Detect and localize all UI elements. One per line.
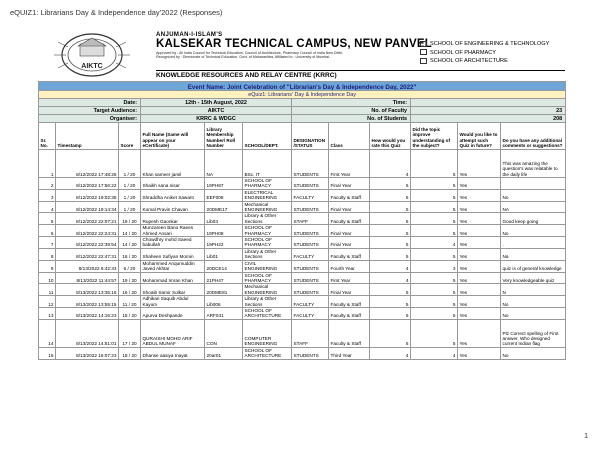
cell-improve: 5 bbox=[411, 307, 458, 319]
page-number: 1 bbox=[584, 433, 588, 440]
cell-ts: 8/12/2022 19:02:35 bbox=[56, 189, 119, 201]
cell-comment: Good keep going bbox=[501, 213, 566, 225]
cell-improve: 5 bbox=[411, 319, 458, 347]
cell-school: SCHOOL OF ARCHITECTURE bbox=[243, 307, 292, 319]
date-label: Date: bbox=[39, 99, 141, 107]
col-header-membership: Library Membership Number/ Roll Number bbox=[205, 123, 243, 150]
cell-score: 14 / 20 bbox=[119, 225, 141, 237]
cell-comment: No bbox=[501, 307, 566, 319]
time-label: Time: bbox=[292, 99, 411, 107]
col-header-score: Score bbox=[119, 123, 141, 150]
cell-cls: Faculty & Staff bbox=[329, 296, 370, 308]
cell-ts: 8/13/2022 14:16:23 bbox=[56, 307, 119, 319]
cell-sr: 14 bbox=[39, 319, 56, 347]
cell-future: Yes bbox=[458, 237, 501, 249]
cell-future: Yes bbox=[458, 347, 501, 359]
cell-cls: Faculty & Staff bbox=[329, 307, 370, 319]
cell-school: Library & Other Sections bbox=[243, 213, 292, 225]
cell-school: SCHOOL OF PHARMACY bbox=[243, 272, 292, 284]
cell-name: Shaheen Sufiyan Momin bbox=[141, 248, 205, 260]
cell-desig: STUDENTS bbox=[292, 284, 329, 296]
document-title: eQUIZ1: Librarians Day & Independence day'2022 (Responses) bbox=[10, 8, 223, 17]
schools-list bbox=[420, 40, 570, 66]
cell-score: 18 / 20 bbox=[119, 347, 141, 359]
cell-desig: STUDENTS bbox=[292, 347, 329, 359]
cell-desig: STUDENTS bbox=[292, 260, 329, 272]
cell-school: ELECTRICAL ENGINEERING bbox=[243, 189, 292, 201]
cell-comment: NA bbox=[501, 201, 566, 213]
cell-score: 15 / 20 bbox=[119, 307, 141, 319]
cell-member: CON bbox=[205, 319, 243, 347]
faculty-label: No. of Faculty bbox=[292, 107, 411, 115]
school-item: SCHOOL OF PHARMACY bbox=[420, 49, 570, 58]
cell-improve: 5 bbox=[411, 272, 458, 284]
students-value: 208 bbox=[411, 115, 566, 123]
cell-rate: 5 bbox=[370, 201, 411, 213]
cell-improve: 5 bbox=[411, 296, 458, 308]
cell-name: Apurva Deshpande bbox=[141, 307, 205, 319]
cell-rate: 5 bbox=[370, 319, 411, 347]
event-subtitle-row bbox=[39, 91, 566, 99]
table-row bbox=[39, 189, 566, 201]
table-row bbox=[39, 201, 566, 213]
approval-line-2: Recognized by : Directorate of Technical Education, Govt. of Maharashtra, Affiliated to : University of Mumbai. bbox=[156, 55, 331, 60]
cell-ts: 8/12/2022 17:48:26 bbox=[56, 150, 119, 178]
cell-future: Yes bbox=[458, 189, 501, 201]
cell-desig: STUDENTS bbox=[292, 225, 329, 237]
cell-desig: STUDENTS bbox=[292, 150, 329, 178]
col-header-designation: DESIGNATION /STATUS bbox=[292, 123, 329, 150]
cell-cls: Faculty & Staff bbox=[329, 189, 370, 201]
banner-text bbox=[156, 32, 456, 60]
cell-name: Mohammad Imran Khan bbox=[141, 272, 205, 284]
cell-school: COMPUTER ENGINEERING bbox=[243, 319, 292, 347]
cell-cls: Third Year bbox=[329, 347, 370, 359]
audience-value: AIKTC bbox=[141, 107, 292, 115]
cell-score: 16 / 20 bbox=[119, 284, 141, 296]
cell-school: SCHOOL OF PHARMACY bbox=[243, 237, 292, 249]
cell-ts: 8/13/2022 16:07:23 bbox=[56, 347, 119, 359]
cell-desig: STUDENTS bbox=[292, 272, 329, 284]
cell-improve: 5 bbox=[411, 213, 458, 225]
cell-sr: 2 bbox=[39, 178, 56, 190]
cell-school: Mechanical ENGINEERING bbox=[243, 284, 292, 296]
organiser-value: KRRC & WDGC bbox=[141, 115, 292, 123]
cell-rate: 5 bbox=[370, 213, 411, 225]
cell-name: Mohammed Anqumuddin Javed Akhtar bbox=[141, 260, 205, 272]
col-header-sr: Sr. No. bbox=[39, 123, 56, 150]
cell-ts: 8/12/2022 19:14:34 bbox=[56, 201, 119, 213]
cell-comment: No bbox=[501, 189, 566, 201]
cell-sr: 7 bbox=[39, 237, 56, 249]
cell-ts: 8/13/2022 11:44:57 bbox=[56, 272, 119, 284]
table-row bbox=[39, 284, 566, 296]
school-item: SCHOOL OF ARCHITECTURE bbox=[420, 57, 570, 66]
cell-school: Library & Other Sections bbox=[243, 296, 292, 308]
cell-comment: Very knowledgeable quiz bbox=[501, 272, 566, 284]
cell-name: Rupesh Gaonkar bbox=[141, 213, 205, 225]
cell-name: Adhikari Saquib Abdul Kayum bbox=[141, 296, 205, 308]
cell-sr: 12 bbox=[39, 296, 56, 308]
cell-cls: Final Year bbox=[329, 201, 370, 213]
organiser-row bbox=[39, 115, 566, 123]
cell-comment: Na bbox=[501, 248, 566, 260]
cell-member: Lib006 bbox=[205, 296, 243, 308]
cell-score: 19 / 20 bbox=[119, 272, 141, 284]
cell-sr: 15 bbox=[39, 347, 56, 359]
cell-comment: No bbox=[501, 347, 566, 359]
cell-desig: FACULTY bbox=[292, 296, 329, 308]
cell-comment: . bbox=[501, 237, 566, 249]
cell-ts: 8/13/2022 14:51:01 bbox=[56, 319, 119, 347]
cell-ts: 8/12/2022 22:47:31 bbox=[56, 248, 119, 260]
cell-score: 1 / 20 bbox=[119, 178, 141, 190]
table-row bbox=[39, 296, 566, 308]
cell-desig: STAFF bbox=[292, 319, 329, 347]
cell-rate: 5 bbox=[370, 296, 411, 308]
cell-cls: Final Year bbox=[329, 237, 370, 249]
cell-name: Shraddha Aniket Sawant bbox=[141, 189, 205, 201]
cell-cls: Faculty & Staff bbox=[329, 319, 370, 347]
cell-sr: 13 bbox=[39, 307, 56, 319]
cell-future: Yes bbox=[458, 296, 501, 308]
cell-cls: Fourth Year bbox=[329, 260, 370, 272]
square-icon bbox=[420, 41, 427, 47]
cell-future: Yes bbox=[458, 213, 501, 225]
cell-member: 19PH08 bbox=[205, 225, 243, 237]
cell-name: Dhanse aasiya Inayat bbox=[141, 347, 205, 359]
cell-rate: 5 bbox=[370, 284, 411, 296]
cell-ts: 8/13/2022 6:42:33 bbox=[56, 260, 119, 272]
response-rows bbox=[39, 150, 566, 360]
krrc-title: KNOWLEDGE RESOURCES AND RELAY CENTRE (KRRC) bbox=[156, 70, 565, 79]
audience-label: Target Audience: bbox=[39, 107, 141, 115]
cell-rate: 4 bbox=[370, 347, 411, 359]
cell-future: Yes bbox=[458, 201, 501, 213]
cell-comment: quiz is of general knowledge bbox=[501, 260, 566, 272]
svg-text:AIKTC: AIKTC bbox=[81, 63, 103, 70]
cell-future: Yes bbox=[458, 307, 501, 319]
cell-improve: 5 bbox=[411, 178, 458, 190]
cell-desig: FACULTY bbox=[292, 189, 329, 201]
organiser-label: Organiser: bbox=[39, 115, 141, 123]
table-row bbox=[39, 178, 566, 190]
cell-member: NA bbox=[205, 150, 243, 178]
trust-name: ANJUMAN-I-ISLAM'S bbox=[156, 32, 223, 38]
cell-member: Lib03 bbox=[205, 213, 243, 225]
cell-comment: No bbox=[501, 296, 566, 308]
cell-improve: 5 bbox=[411, 248, 458, 260]
cell-cls: First Year bbox=[329, 150, 370, 178]
table-row bbox=[39, 225, 566, 237]
cell-comment: This was amazing the question's was relatable to the daily life bbox=[501, 150, 566, 178]
cell-rate: 5 bbox=[370, 307, 411, 319]
cell-score: 19 / 20 bbox=[119, 213, 141, 225]
cell-desig: STUDENTS bbox=[292, 178, 329, 190]
cell-score: 14 / 20 bbox=[119, 237, 141, 249]
cell-name: Shoaib Samir Solkar bbox=[141, 284, 205, 296]
square-icon bbox=[420, 49, 427, 55]
cell-name: QURAISHI MOHD ARIF ABDUL MUNAF bbox=[141, 319, 205, 347]
cell-ts: 8/12/2022 17:56:22 bbox=[56, 178, 119, 190]
cell-comment: No bbox=[501, 225, 566, 237]
cell-desig: STAFF bbox=[292, 213, 329, 225]
cell-improve: 4 bbox=[411, 347, 458, 359]
table-row bbox=[39, 347, 566, 359]
cell-future: Yes bbox=[458, 248, 501, 260]
cell-member: EEF008 bbox=[205, 189, 243, 201]
institution-banner bbox=[38, 32, 565, 80]
cell-sr: 5 bbox=[39, 213, 56, 225]
cell-cls: Final Year bbox=[329, 225, 370, 237]
cell-sr: 6 bbox=[39, 225, 56, 237]
cell-score: 11 / 20 bbox=[119, 296, 141, 308]
cell-sr: 9 bbox=[39, 260, 56, 272]
cell-comment: N bbox=[501, 284, 566, 296]
cell-school: Mechanical ENGINEERING bbox=[243, 201, 292, 213]
col-header-name: Full Name (Same will appear on your eCertificate) bbox=[141, 123, 205, 150]
cell-member: 20DME17 bbox=[205, 201, 243, 213]
col-header-school: SCHOOL/DEPT. bbox=[243, 123, 292, 150]
cell-rate: 5 bbox=[370, 178, 411, 190]
cell-school: SCHOOL OF PHARMACY bbox=[243, 225, 292, 237]
col-header-rate: How would you rate this Quiz bbox=[370, 123, 411, 150]
cell-ts: 8/12/2022 22:07:21 bbox=[56, 213, 119, 225]
cell-member: 20ar01 bbox=[205, 347, 243, 359]
table-row bbox=[39, 213, 566, 225]
event-subtitle: eQuiz1: Librarians' Day & Independence Day bbox=[39, 91, 566, 99]
cell-name: Khan sameer jamil bbox=[141, 150, 205, 178]
cell-member: 20DCE14 bbox=[205, 260, 243, 272]
cell-score: 17 / 20 bbox=[119, 319, 141, 347]
students-label: No. of Students bbox=[292, 115, 411, 123]
cell-rate: 4 bbox=[370, 260, 411, 272]
cell-desig: FACULTY bbox=[292, 307, 329, 319]
col-header-timestamp: Timestamp bbox=[56, 123, 119, 150]
cell-future: Yes bbox=[458, 284, 501, 296]
cell-rate: 5 bbox=[370, 225, 411, 237]
cell-sr: 8 bbox=[39, 248, 56, 260]
school-item: SCHOOL OF ENGINEERING & TECHNOLOGY bbox=[420, 40, 570, 49]
cell-improve: 5 bbox=[411, 201, 458, 213]
cell-improve: 5 bbox=[411, 284, 458, 296]
cell-ts: 8/13/2022 13:35:16 bbox=[56, 284, 119, 296]
square-icon bbox=[420, 58, 427, 64]
col-header-future: Would you like to attempt such Quiz in future? bbox=[458, 123, 501, 150]
cell-ts: 8/12/2022 22:39:54 bbox=[56, 237, 119, 249]
event-name: Event Name: Joint Celebration of "Librarian's Day & Independence Day, 2022" bbox=[39, 82, 566, 91]
cell-cls: Faculty & Staff bbox=[329, 213, 370, 225]
cell-school: Library & Other Sections bbox=[243, 248, 292, 260]
cell-sr: 11 bbox=[39, 284, 56, 296]
cell-sr: 1 bbox=[39, 150, 56, 178]
cell-score: 6 / 20 bbox=[119, 260, 141, 272]
table-row bbox=[39, 260, 566, 272]
cell-comment: Plz Correct spelling of First answer. Who designed current Indian flag bbox=[501, 319, 566, 347]
cell-member: 19PH87 bbox=[205, 178, 243, 190]
cell-improve: 5 bbox=[411, 225, 458, 237]
cell-desig: STUDENTS bbox=[292, 237, 329, 249]
cell-school: SCHOOL OF PHARMACY bbox=[243, 178, 292, 190]
cell-future: Yes bbox=[458, 319, 501, 347]
cell-school: SCHOOL OF ARCHITECTURE bbox=[243, 347, 292, 359]
cell-score: 1 / 20 bbox=[119, 189, 141, 201]
table-row bbox=[39, 248, 566, 260]
cell-member: 21PH47 bbox=[205, 272, 243, 284]
faculty-value: 23 bbox=[411, 107, 566, 115]
cell-rate: 5 bbox=[370, 248, 411, 260]
cell-cls: First Year bbox=[329, 272, 370, 284]
col-header-improve: Did the topic improve understanding of the subject? bbox=[411, 123, 458, 150]
audience-row bbox=[39, 107, 566, 115]
cell-cls: Final Year bbox=[329, 178, 370, 190]
cell-comment bbox=[501, 178, 566, 190]
column-header-row bbox=[39, 123, 566, 150]
date-row bbox=[39, 99, 566, 107]
cell-rate: 4 bbox=[370, 272, 411, 284]
cell-name: Shaikh sana nisar bbox=[141, 178, 205, 190]
col-header-class: Class bbox=[329, 123, 370, 150]
date-value: 12th - 15th August, 2022 bbox=[141, 99, 292, 107]
cell-desig: FACULTY bbox=[292, 248, 329, 260]
cell-improve: 5 bbox=[411, 189, 458, 201]
cell-member: 19PH22 bbox=[205, 237, 243, 249]
cell-score: 1 / 20 bbox=[119, 201, 141, 213]
cell-future: Yes bbox=[458, 272, 501, 284]
cell-member: ARF041 bbox=[205, 307, 243, 319]
cell-school: CIVIL ENGINEERING bbox=[243, 260, 292, 272]
cell-improve: 4 bbox=[411, 237, 458, 249]
campus-name: KALSEKAR TECHNICAL CAMPUS, NEW PANVEL bbox=[156, 38, 432, 50]
cell-ts: 8/13/2022 13:55:15 bbox=[56, 296, 119, 308]
cell-improve: 3 bbox=[411, 260, 458, 272]
table-row bbox=[39, 319, 566, 347]
responses-table bbox=[38, 81, 566, 360]
table-row bbox=[39, 272, 566, 284]
cell-school: BSc. IT bbox=[243, 150, 292, 178]
aiktc-logo bbox=[40, 32, 144, 78]
cell-rate: 5 bbox=[370, 237, 411, 249]
cell-cls: Final Year bbox=[329, 284, 370, 296]
cell-future: Yes bbox=[458, 225, 501, 237]
cell-cls: Faculty & Staff bbox=[329, 248, 370, 260]
cell-rate: 5 bbox=[370, 189, 411, 201]
cell-name: Munzareen Bano Raees Ahmed Ansari bbox=[141, 225, 205, 237]
col-header-comments: Do you have any additional comments or suggestions? bbox=[501, 123, 566, 150]
table-row bbox=[39, 307, 566, 319]
event-name-row bbox=[39, 82, 566, 91]
cell-member: Lib01 bbox=[205, 248, 243, 260]
cell-score: 16 / 20 bbox=[119, 248, 141, 260]
cell-score: 1 / 20 bbox=[119, 150, 141, 178]
cell-improve: 5 bbox=[411, 150, 458, 178]
table-row bbox=[39, 237, 566, 249]
cell-member: 20DME81 bbox=[205, 284, 243, 296]
cell-future: Yes bbox=[458, 150, 501, 178]
cell-sr: 3 bbox=[39, 189, 56, 201]
cell-future: Yes bbox=[458, 260, 501, 272]
cell-name: Komal Pravin Chavan bbox=[141, 201, 205, 213]
table-row bbox=[39, 150, 566, 178]
time-value bbox=[411, 99, 566, 107]
cell-sr: 4 bbox=[39, 201, 56, 213]
cell-rate: 4 bbox=[370, 150, 411, 178]
cell-sr: 10 bbox=[39, 272, 56, 284]
cell-future: Yes bbox=[458, 178, 501, 190]
cell-name: Chowdhry mohd Saeed babullah bbox=[141, 237, 205, 249]
cell-desig: STUDENTS bbox=[292, 201, 329, 213]
approval-line-1: Approved by : All India Council for Technical Education, Council of Architecture, Pharmacy Council of India New Delhi, bbox=[156, 51, 344, 55]
cell-ts: 8/12/2022 22:24:31 bbox=[56, 225, 119, 237]
